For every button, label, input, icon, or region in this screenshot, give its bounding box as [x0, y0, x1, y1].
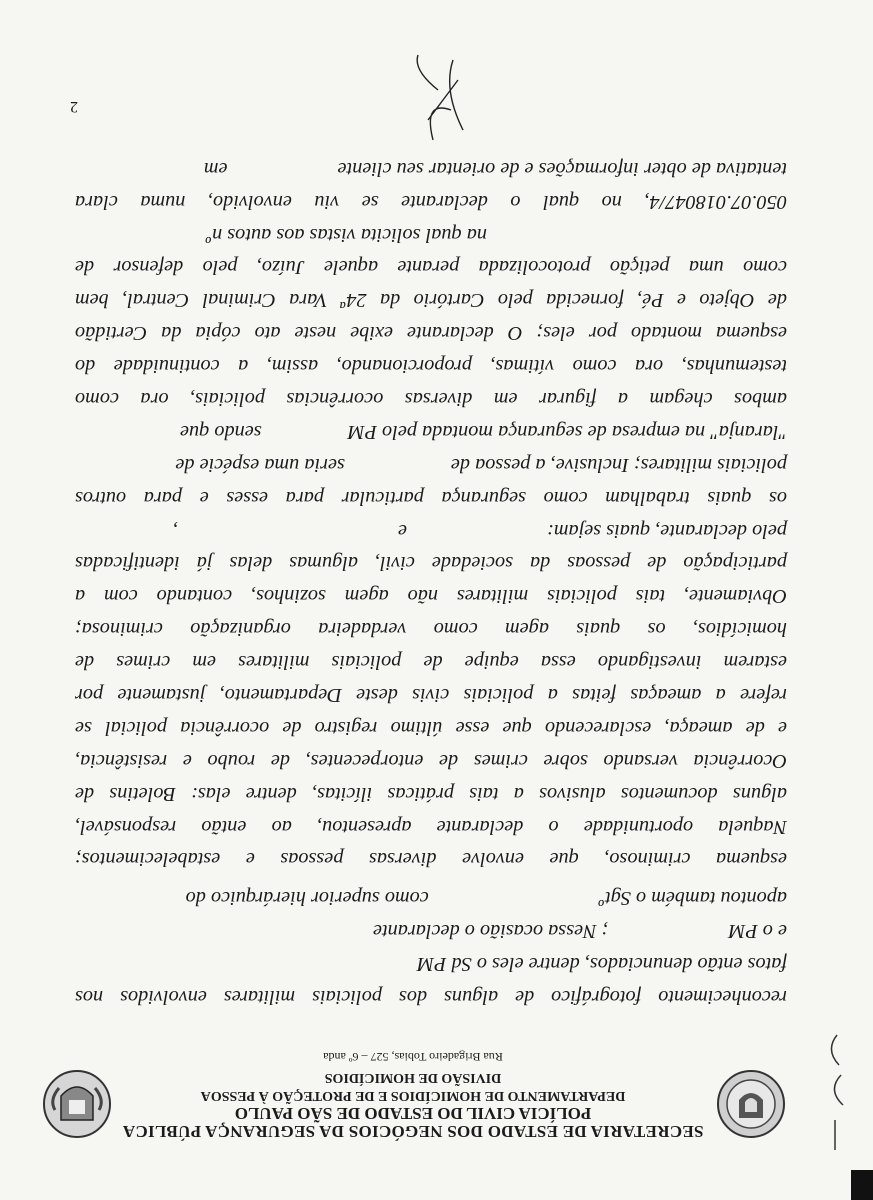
body-line: esquema criminoso, que envolve diversas pessoas e estabelecimentos; — [75, 848, 787, 871]
body-line: estarem investigando essa equipe de policiais militares em crimes de — [75, 651, 787, 674]
body-line: esquema montado por eles; O declarante exibe neste ato cópia da Certidão — [75, 322, 787, 345]
body-line: e de ameaça, esclarecendo que esse último registro de ocorrência policial se — [75, 716, 787, 739]
body-line: alguns documentos alusivos a tais práticas ilícitas, dentre elas: Boletins de — [75, 782, 787, 805]
body-fragment: ; Nessa ocasião o declarante — [372, 920, 609, 943]
body-line: como uma petição protocolizada perante aquele Juízo, pelo defensor de — [75, 256, 787, 279]
body-line: reconhecimento fotográfico de alguns dos policiais militares envolvidos nos — [75, 986, 787, 1008]
body-fragment: apontou também o Sgtº — [598, 887, 787, 910]
letterhead-text — [113, 1048, 713, 1140]
signature-scribble — [403, 50, 473, 150]
body-line — [75, 415, 787, 448]
body-fragment: tentativa de obter informações e de orientar seu cliente — [337, 157, 787, 180]
body-fragment: "laranja" na empresa de segurança montada pelo PM — [347, 420, 787, 443]
body-line: fatos então denunciados, dentre eles o Sd PM — [417, 953, 787, 976]
document-body — [75, 152, 787, 1013]
body-fragment: seria uma espécie de — [175, 453, 345, 476]
header-line-policia: POLÍCIA CIVIL DO ESTADO DE SÃO PAULO — [234, 1104, 592, 1123]
body-fragment: como superior hierárquico do — [185, 887, 429, 910]
header-line-secretaria: SECRETARIA DE ESTADO DOS NEGÓCIOS DA SEGURANÇA PÚBLICA — [122, 1122, 704, 1141]
body-line — [75, 914, 787, 947]
body-fragment: e o PM — [728, 920, 787, 943]
body-fragment: na qual solicita vistas aos autos nº — [205, 223, 487, 246]
state-coat-of-arms-icon — [41, 1068, 113, 1140]
body-line: os quais trabalham como segurança particular para esses e para outros — [75, 486, 787, 509]
body-line: de Objeto e Pé, fornecida pelo Cartório da 24ª Vara Criminal Central, bem — [75, 289, 787, 312]
body-line: homicídios, os quais agem como verdadeira organização criminosa; — [75, 618, 787, 641]
scan-edge — [851, 1170, 873, 1200]
header-line-departamento: DEPARTAMENTO DE HOMICÍDIOS E DE PROTEÇÃO À PESSOA — [200, 1088, 626, 1103]
body-line — [75, 881, 787, 914]
letterhead — [43, 1010, 803, 1140]
body-line — [75, 152, 787, 185]
body-fragment: pelo declarante, quais sejam: — [547, 519, 787, 542]
body-line — [75, 448, 787, 481]
body-line: refere a ameaças feitas a policiais civis deste Departamento, justamente por — [75, 683, 787, 706]
body-fragment: e — [398, 519, 408, 542]
body-line — [75, 218, 787, 251]
body-line: Ocorrência versando sobre crimes de entorpecentes, de roubo e resistência, — [75, 749, 787, 772]
body-line: ambos chegam a figurar em diversas ocorrências policiais, ora como — [75, 387, 787, 410]
header-line-divisao: DIVISÃO DE HOMICÍDIOS — [324, 1070, 502, 1085]
body-fragment: sendo que — [180, 420, 262, 443]
body-line: pelo declarante, quais sejam:e, — [172, 519, 787, 542]
police-badge-icon — [715, 1068, 787, 1140]
body-line: Naquela oportunidade o declarante apresentou, ao então responsável, — [75, 815, 787, 838]
body-line: Obviamente, tais policiais militares não agem sozinhos, contando com a — [75, 585, 787, 608]
header-line-address: Rua Brigadeiro Tobias, 527 – 6º anda — [323, 1050, 503, 1064]
body-line: participação de pessoas da sociedade civil, algumas delas já identificadas — [75, 552, 787, 575]
body-line: testemunhas, ora como vítimas, proporcionando, assim, a continuidade do — [75, 355, 787, 378]
margin-handwriting — [815, 1030, 855, 1160]
page-number: 2 — [70, 98, 78, 115]
body-fragment: policiais militares; Inclusive, a pessoa de — [450, 453, 787, 476]
body-line: 050.07.018047/4, no qual o declarante se viu envolvido, numa clara — [75, 190, 787, 213]
body-fragment: em — [203, 157, 228, 180]
